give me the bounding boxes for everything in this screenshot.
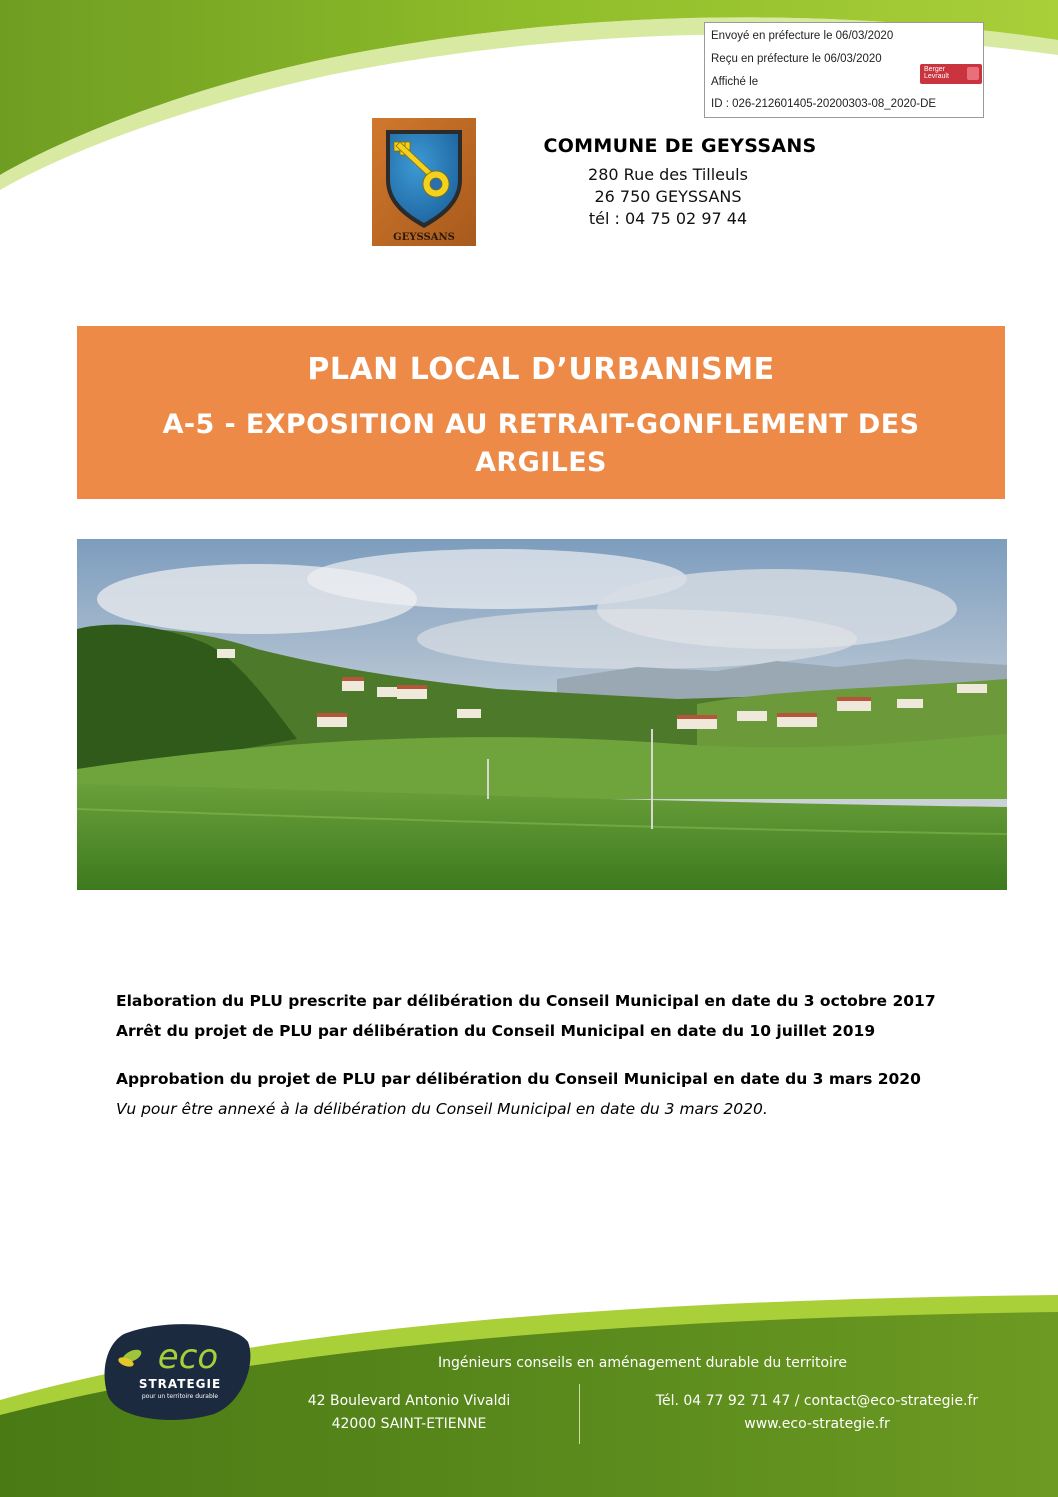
document-title: PLAN LOCAL D’URBANISME <box>307 352 775 387</box>
annexe-statement: Vu pour être annexé à la délibération du Conseil Municipal en date du 3 mars 2020. <box>116 1100 768 1118</box>
stamp-posted: Affiché le <box>711 76 759 88</box>
commune-phone: tél : 04 75 02 97 44 <box>588 209 748 228</box>
footer-website-link[interactable]: www.eco-strategie.fr <box>744 1416 890 1432</box>
approbation-statement: Approbation du projet de PLU par délibération du Conseil Municipal en date du 3 mars 2020 <box>116 1070 921 1088</box>
stamp-sent: Envoyé en préfecture le 06/03/2020 <box>711 30 894 42</box>
footer-tagline: Ingénieurs conseils en aménagement durable du territoire <box>438 1355 848 1371</box>
logo-word: eco <box>157 1337 219 1377</box>
stamp-received: Reçu en préfecture le 06/03/2020 <box>711 53 882 65</box>
badge-line-1: Berger <box>924 66 946 73</box>
arret-statement: Arrêt du projet de PLU par délibération du Conseil Municipal en date du 10 juillet 2019 <box>116 1022 876 1040</box>
logo-tagline: pour un territoire durable <box>141 1393 219 1400</box>
commune-city: 26 750 GEYSSANS <box>594 187 742 206</box>
footer-city: 42000 SAINT-ETIENNE <box>331 1416 487 1432</box>
badge-line-2: Levrault <box>924 73 949 80</box>
title-banner <box>77 326 1005 499</box>
crest-label: GEYSSANS <box>393 232 455 243</box>
stamp-id: ID : 026-212601405-20200303-08_2020-DE <box>711 98 937 110</box>
footer-divider <box>579 1384 580 1444</box>
commune-street: 280 Rue des Tilleuls <box>588 165 748 184</box>
prefecture-stamp <box>704 22 984 118</box>
elaboration-statement: Elaboration du PLU prescrite par délibération du Conseil Municipal en date du 3 octobre 2017 <box>116 992 936 1010</box>
document-subtitle: A-5 - EXPOSITION AU RETRAIT-GONFLEMENT DES ARGILES <box>162 409 920 478</box>
eco-strategie-logo <box>104 1322 252 1422</box>
landscape-photo <box>77 539 1007 890</box>
commune-name: COMMUNE DE GEYSSANS <box>543 135 817 157</box>
badge-square-icon <box>967 67 979 80</box>
berger-levrault-logo <box>920 64 982 84</box>
footer-contact[interactable]: Tél. 04 77 92 71 47 / contact@eco-strategie.fr <box>655 1393 979 1409</box>
logo-name: STRATEGIE <box>138 1377 222 1391</box>
footer-street: 42 Boulevard Antonio Vivaldi <box>307 1393 511 1409</box>
